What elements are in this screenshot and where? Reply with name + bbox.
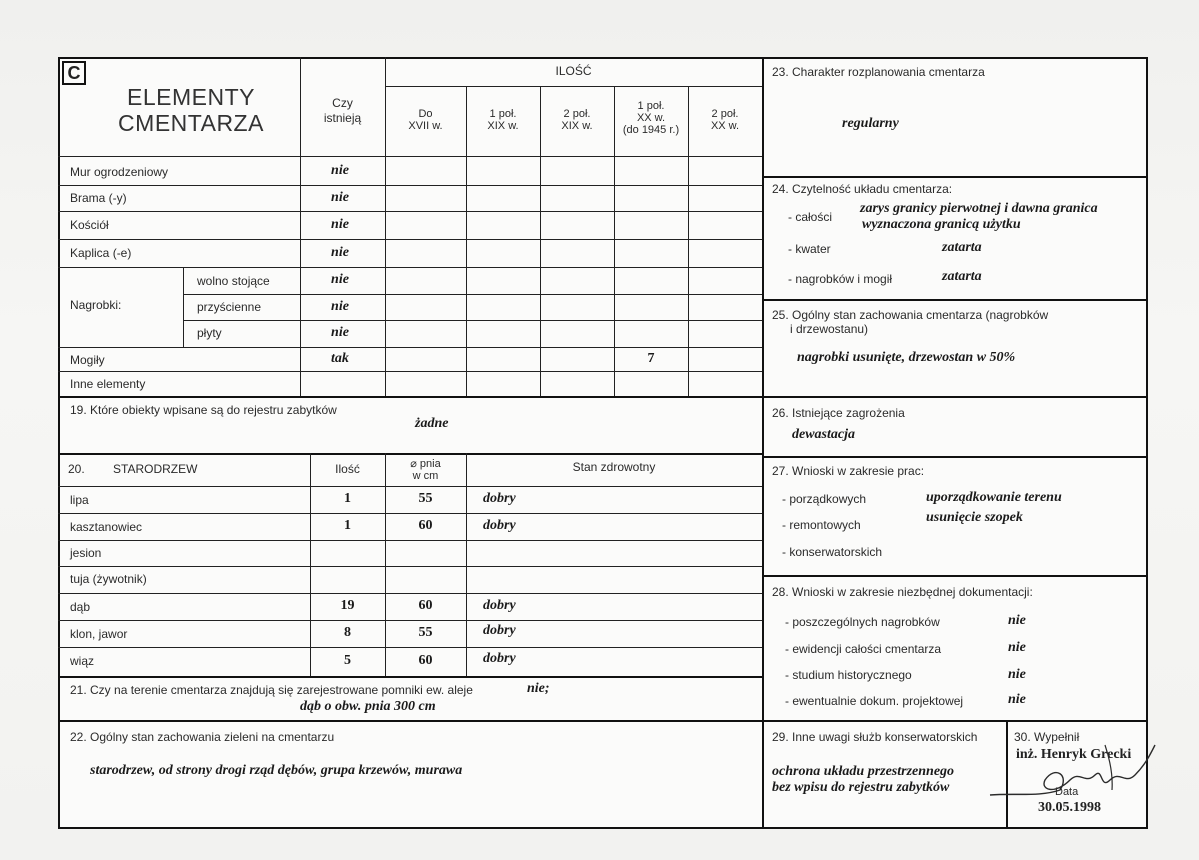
element-exists-wall-mounted: nie — [331, 299, 349, 314]
threats-label: 26. Istniejące zagrożenia — [772, 406, 905, 420]
natural-monuments-question: 21. Czy na terenie cmentarza znajdują się zarejestrowane pomniki ew. aleje — [70, 683, 473, 697]
legibility-graves-value: zatarta — [942, 269, 982, 284]
period-4-line2: XX w. — [636, 112, 666, 124]
works-value-1: uporządkowanie terenu — [926, 490, 1062, 505]
documentation-label: 28. Wnioski w zakresie niezbędnej dokumentacji: — [772, 585, 1033, 599]
diameter-header-line2: w cm — [412, 470, 439, 482]
preservation-label-line2: i drzewostanu) — [790, 322, 869, 336]
diameter-header-line1: ⌀ pnia — [410, 458, 441, 470]
trees-health-header: Stan zdrowotny — [572, 460, 656, 474]
doc-design-value: nie — [1008, 692, 1026, 707]
tree-name: lipa — [70, 493, 89, 507]
works-conservation-label: - konserwatorskich — [782, 545, 883, 559]
element-label-gate: Brama (-y) — [70, 191, 127, 205]
quantity-header: ILOŚĆ — [555, 64, 592, 78]
tree-diameter: 60 — [418, 598, 433, 613]
conservator-notes-label: 29. Inne uwagi służb konserwatorskich — [772, 730, 978, 744]
tree-diameter: 55 — [418, 625, 433, 640]
form-title — [96, 84, 286, 136]
form-title-line1: ELEMENTY — [127, 84, 255, 110]
tree-name: kasztanowiec — [70, 520, 143, 534]
period-2-line2: XIX w. — [487, 120, 519, 132]
tree-name: tuja (żywotnik) — [70, 572, 147, 586]
layout-character-label: 23. Charakter rozplanowania cmentarza — [772, 65, 985, 79]
element-exists-graves: tak — [331, 351, 349, 366]
works-recommendations-label: 27. Wnioski w zakresie prac: — [772, 464, 925, 478]
works-value-2: usunięcie szopek — [926, 510, 1023, 525]
period-2-line1: 1 poł. — [489, 108, 517, 120]
tree-diameter: 55 — [418, 491, 433, 506]
old-trees-title: STARODRZEW — [113, 462, 198, 476]
graves-count-1945: 7 — [647, 351, 655, 366]
tree-name: jesion — [70, 546, 102, 560]
doc-inventory-value: nie — [1008, 640, 1026, 655]
form-title-line2: CMENTARZA — [118, 110, 264, 136]
gravestones-label: Nagrobki: — [70, 298, 122, 312]
tree-count: 1 — [344, 518, 351, 533]
period-header-2 — [466, 108, 540, 132]
legibility-whole-value-1: zarys granicy pierwotnej i dawna granica — [860, 201, 1098, 216]
period-header-4 — [614, 100, 688, 136]
doc-design-label: - ewentualnie dokum. projektowej — [785, 694, 964, 708]
tree-health: dobry — [483, 491, 516, 506]
legibility-quarters-label: - kwater — [788, 242, 831, 256]
doc-gravestones-label: - poszczególnych nagrobków — [785, 615, 940, 629]
natural-monuments-answer: nie; — [527, 681, 550, 696]
element-exists-church: nie — [331, 217, 349, 232]
layout-character-value: regularny — [842, 116, 899, 131]
tree-health: dobry — [483, 518, 516, 533]
threats-value: dewastacja — [792, 427, 855, 442]
date-value: 30.05.1998 — [1038, 800, 1101, 815]
period-1-line2: XVII w. — [408, 120, 443, 132]
element-label-graves: Mogiły — [70, 353, 105, 367]
tree-health: dobry — [483, 651, 516, 666]
element-exists-freestanding: nie — [331, 272, 349, 287]
period-3-line2: XIX w. — [561, 120, 593, 132]
doc-history-value: nie — [1008, 667, 1026, 682]
element-label-freestanding: wolno stojące — [197, 274, 270, 288]
element-exists-chapel: nie — [331, 245, 349, 260]
element-label-wall: Mur ogrodzeniowy — [70, 165, 169, 179]
filled-by-label: 30. Wypełnił — [1014, 730, 1080, 744]
period-header-5 — [688, 108, 762, 132]
element-label-slabs: płyty — [197, 326, 222, 340]
legibility-quarters-value: zatarta — [942, 240, 982, 255]
layout-legibility-label: 24. Czytelność układu cmentarza: — [772, 182, 953, 196]
greenery-state-label: 22. Ogólny stan zachowania zieleni na cmentarzu — [70, 730, 335, 744]
legibility-whole-value-2: wyznaczona granicą użytku — [862, 217, 1021, 232]
tree-diameter: 60 — [418, 518, 433, 533]
preservation-value: nagrobki usunięte, drzewostan w 50% — [797, 350, 1016, 365]
doc-gravestones-value: nie — [1008, 613, 1026, 628]
exists-header-line2: istnieją — [323, 111, 362, 125]
period-4-line1: 1 poł. — [637, 100, 665, 112]
section-letter-box: C — [62, 61, 86, 85]
element-label-other: Inne elementy — [70, 377, 146, 391]
tree-count: 19 — [340, 598, 355, 613]
exists-header-line1: Czy — [332, 96, 353, 110]
tree-count: 1 — [344, 491, 351, 506]
tree-count: 5 — [344, 653, 351, 668]
element-exists-slabs: nie — [331, 325, 349, 340]
element-label-church: Kościół — [70, 218, 109, 232]
conservator-notes-value-1: ochrona układu przestrzennego — [772, 764, 955, 779]
period-header-3 — [540, 108, 614, 132]
date-label: Data — [1055, 786, 1079, 798]
period-5-line1: 2 poł. — [711, 108, 739, 120]
old-trees-number: 20. — [68, 462, 85, 476]
period-4-line3: (do 1945 r.) — [622, 124, 680, 136]
greenery-state-value: starodrzew, od strony drogi rząd dębów, grupa krzewów, murawa — [90, 763, 463, 778]
filled-by-name: inż. Henryk Grecki — [1016, 747, 1132, 762]
works-cleanup-label: - porządkowych — [782, 492, 867, 506]
period-1-line1: Do — [418, 108, 433, 120]
doc-inventory-label: - ewidencji całości cmentarza — [785, 642, 942, 656]
element-label-chapel: Kaplica (-e) — [70, 246, 132, 260]
tree-count: 8 — [344, 625, 351, 640]
tree-name: klon, jawor — [70, 627, 128, 641]
legibility-graves-label: - nagrobków i mogił — [788, 272, 893, 286]
element-label-wall-mounted: przyścienne — [197, 300, 262, 314]
doc-history-label: - studium historycznego — [785, 668, 912, 682]
handwritten-signature — [985, 735, 1160, 815]
element-exists-wall: nie — [331, 163, 349, 178]
tree-diameter: 60 — [418, 653, 433, 668]
tree-health: dobry — [483, 623, 516, 638]
trees-diameter-header — [385, 458, 466, 482]
preservation-label-line1: 25. Ogólny stan zachowania cmentarza (nagrobków — [772, 308, 1049, 322]
element-exists-gate: nie — [331, 190, 349, 205]
period-5-line2: XX w. — [710, 120, 740, 132]
conservator-notes-value-2: bez wpisu do rejestru zabytków — [772, 780, 950, 795]
legibility-whole-label: - całości — [788, 210, 833, 224]
trees-count-header: Ilość — [335, 462, 360, 476]
exists-column-header — [300, 96, 385, 126]
natural-monuments-detail: dąb o obw. pnia 300 cm — [300, 699, 436, 714]
cemetery-form-card — [58, 57, 1148, 829]
tree-health: dobry — [483, 598, 516, 613]
tree-name: wiąz — [70, 654, 95, 668]
tree-name: dąb — [70, 600, 91, 614]
registry-question-label: 19. Które obiekty wpisane są do rejestru zabytków — [70, 403, 337, 417]
period-header-1 — [385, 108, 466, 132]
works-repair-label: - remontowych — [782, 518, 861, 532]
registry-answer: żadne — [415, 416, 449, 431]
period-3-line1: 2 poł. — [563, 108, 591, 120]
